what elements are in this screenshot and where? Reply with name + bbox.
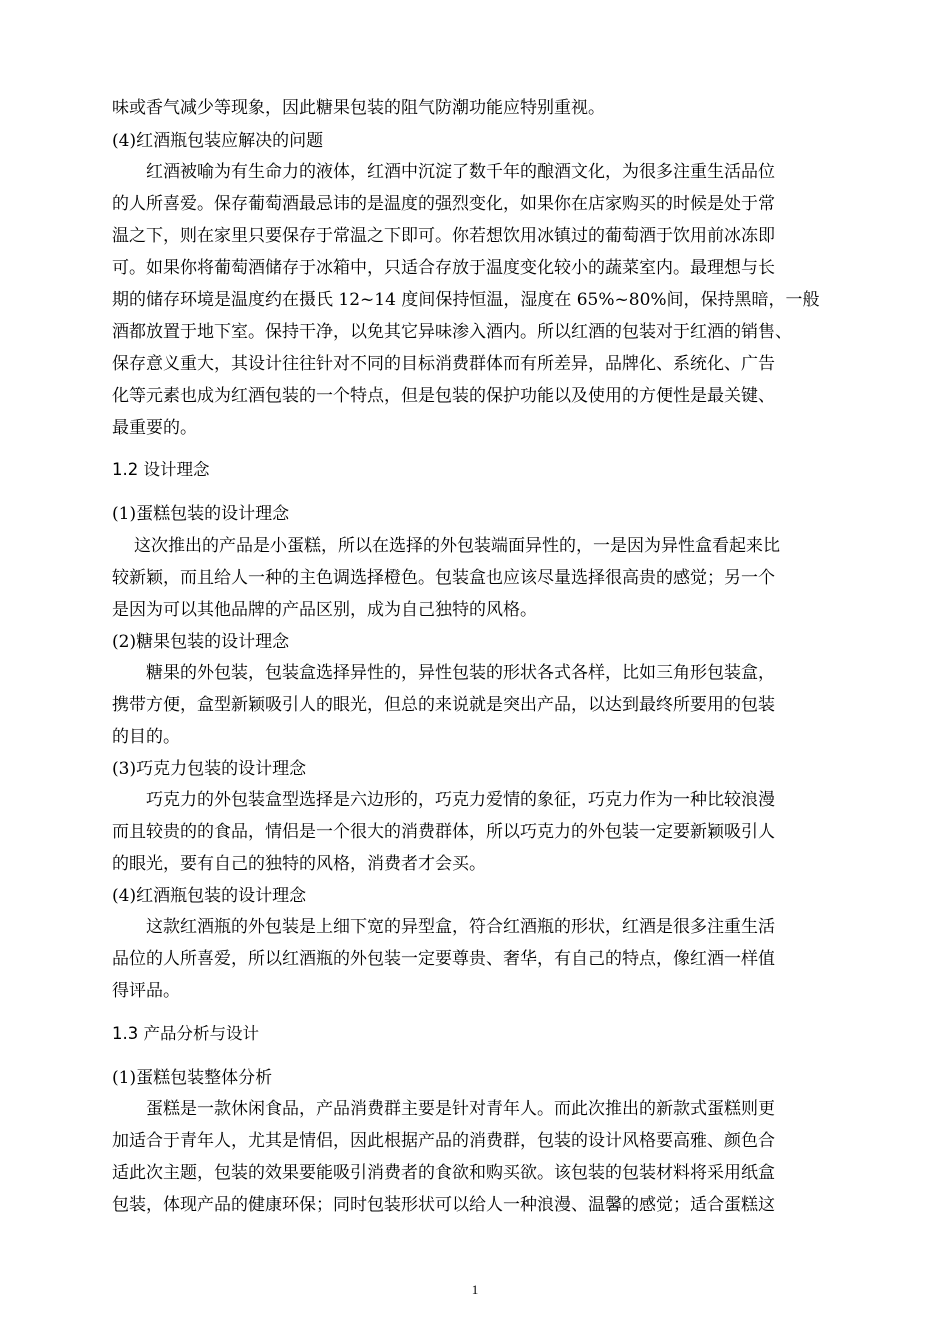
body-line: 适此次主题，包装的效果要能吸引消费者的食欲和购买欲。该包装的包装材料将采用纸盒 bbox=[112, 1163, 775, 1183]
body-line: 蛋糕是一款休闲食品，产品消费群主要是针对青年人。而此次推出的新款式蛋糕则更 bbox=[146, 1099, 775, 1119]
body-line: 携带方便，盒型新颖吸引人的眼光，但总的来说就是突出产品，以达到最终所要用的包装 bbox=[112, 695, 775, 715]
subheading: (4)红酒瓶包装应解决的问题 bbox=[112, 131, 324, 151]
body-line: 最重要的。 bbox=[112, 418, 197, 438]
body-line: 巧克力的外包装盒型选择是六边形的，巧克力爱情的象征，巧克力作为一种比较浪漫 bbox=[146, 790, 775, 810]
body-line: 而且较贵的的食品，情侣是一个很大的消费群体，所以巧克力的外包装一定要新颖吸引人 bbox=[112, 822, 775, 842]
subheading: (1)蛋糕包装的设计理念 bbox=[112, 504, 290, 524]
body-line: 这次推出的产品是小蛋糕，所以在选择的外包装端面异性的，一是因为异性盒看起来比 bbox=[134, 536, 780, 556]
body-line: 这款红酒瓶的外包装是上细下宽的异型盒，符合红酒瓶的形状，红酒是很多注重生活 bbox=[146, 917, 775, 937]
body-line: 保存意义重大，其设计往往针对不同的目标消费群体而有所差异，品牌化、系统化、广告 bbox=[112, 354, 775, 374]
section-heading: 1.3 产品分析与设计 bbox=[112, 1024, 259, 1043]
body-line: 的目的。 bbox=[112, 727, 180, 747]
body-line: 的眼光，要有自己的独特的风格，消费者才会买。 bbox=[112, 854, 486, 874]
body-line: 可。如果你将葡萄酒储存于冰箱中，只适合存放于温度变化较小的蔬菜室内。最理想与长 bbox=[112, 258, 775, 278]
section-heading: 1.2 设计理念 bbox=[112, 460, 210, 479]
body-line: 较新颖，而且给人一种的主色调选择橙色。包装盒也应该尽量选择很高贵的感觉；另一个 bbox=[112, 568, 775, 588]
body-line: 得评品。 bbox=[112, 981, 180, 1001]
body-line: 品位的人所喜爱，所以红酒瓶的外包装一定要尊贵、奢华，有自己的特点，像红酒一样值 bbox=[112, 949, 775, 969]
body-line: 是因为可以其他品牌的产品区别，成为自己独特的风格。 bbox=[112, 600, 537, 620]
body-line: 期的储存环境是温度约在摄氏 12~14 度间保持恒温，湿度在 65%~80%间，保持黑暗，一般 bbox=[112, 290, 820, 310]
body-line: 味或香气减少等现象，因此糖果包装的阻气防潮功能应特别重视。 bbox=[112, 98, 605, 118]
body-line: 红酒被喻为有生命力的液体，红酒中沉淀了数千年的酿酒文化，为很多注重生活品位 bbox=[146, 162, 775, 182]
page-number: 1 bbox=[471, 1282, 479, 1297]
body-line: 温之下，则在家里只要保存于常温之下即可。你若想饮用冰镇过的葡萄酒于饮用前冰冻即 bbox=[112, 226, 775, 246]
body-line: 的人所喜爱。保存葡萄酒最忌讳的是温度的强烈变化，如果你在店家购买的时候是处于常 bbox=[112, 194, 775, 214]
body-line: 糖果的外包装，包装盒选择异性的，异性包装的形状各式各样，比如三角形包装盒， bbox=[146, 663, 775, 683]
body-line: 加适合于青年人，尤其是情侣，因此根据产品的消费群，包装的设计风格要高雅、颜色合 bbox=[112, 1131, 775, 1151]
subheading: (1)蛋糕包装整体分析 bbox=[112, 1068, 273, 1088]
body-line: 包装，体现产品的健康环保；同时包装形状可以给人一种浪漫、温馨的感觉；适合蛋糕这 bbox=[112, 1195, 775, 1215]
subheading: (4)红酒瓶包装的设计理念 bbox=[112, 886, 307, 906]
subheading: (2)糖果包装的设计理念 bbox=[112, 632, 290, 652]
subheading: (3)巧克力包装的设计理念 bbox=[112, 759, 307, 779]
body-line: 化等元素也成为红酒包装的一个特点，但是包装的保护功能以及使用的方便性是最关键、 bbox=[112, 386, 775, 406]
body-line: 酒都放置于地下室。保持干净，以免其它异味渗入酒内。所以红酒的包装对于红酒的销售、 bbox=[112, 322, 792, 342]
